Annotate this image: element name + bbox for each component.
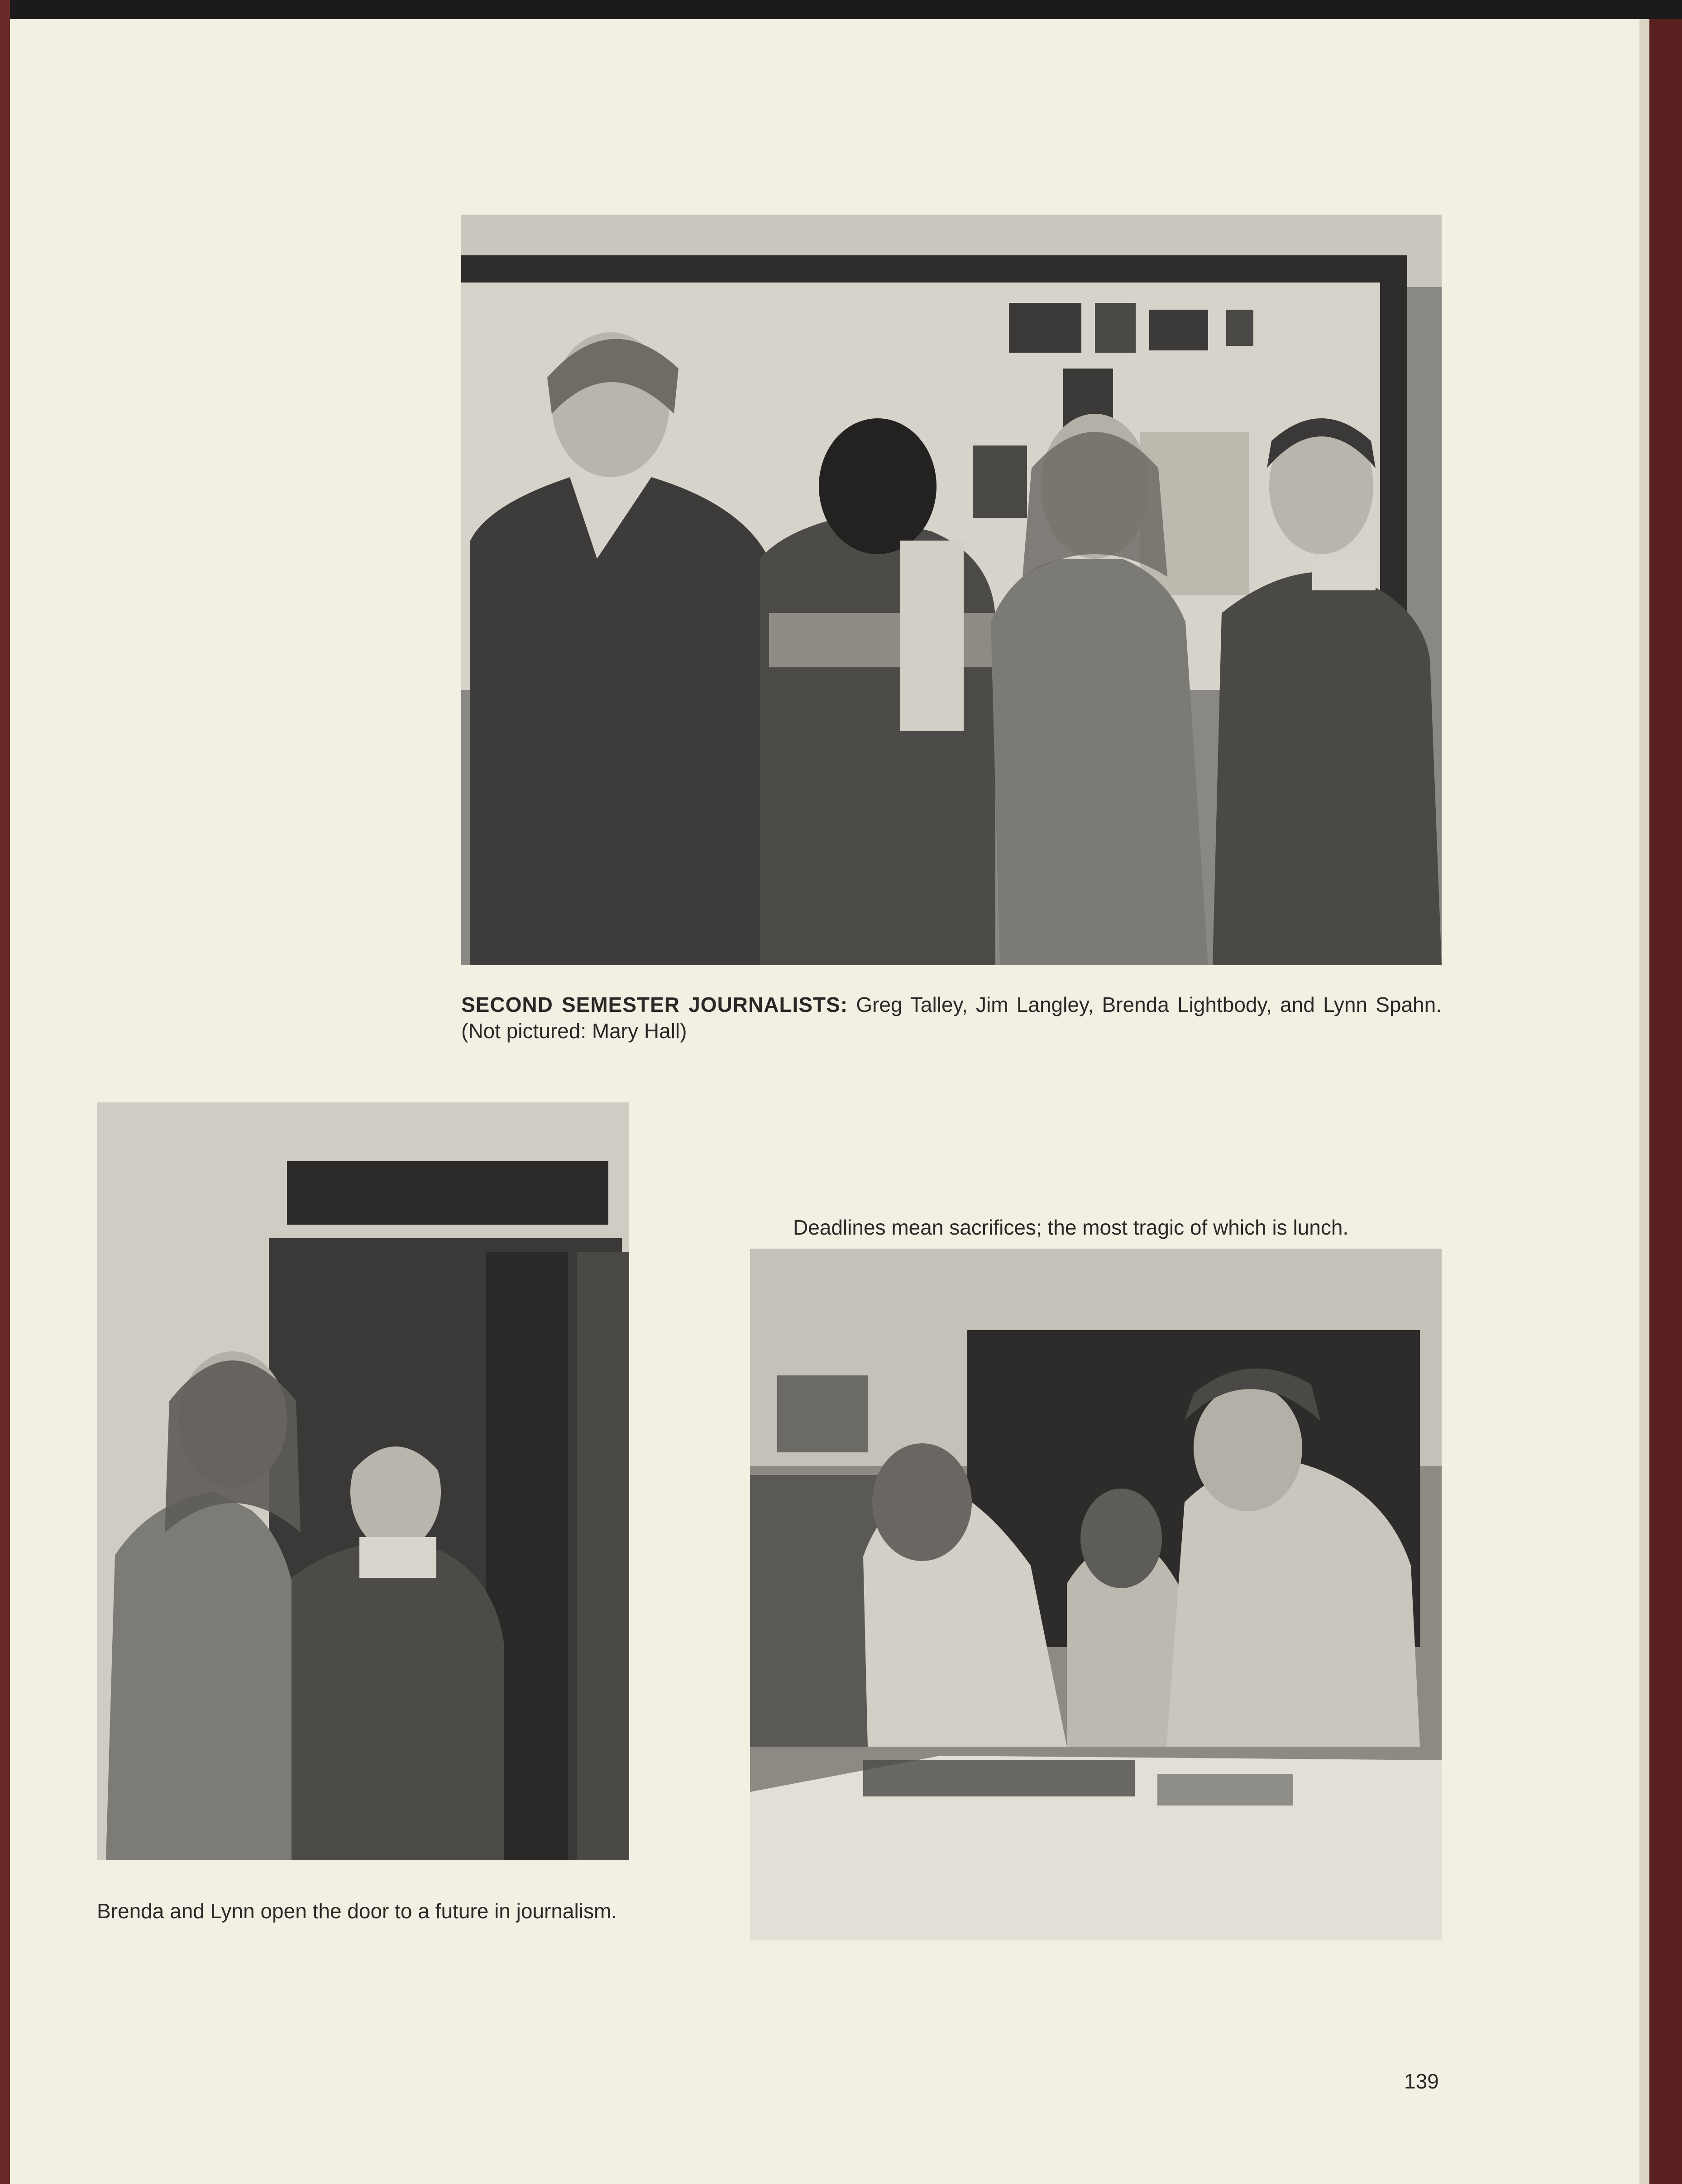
bottom-left-caption: Brenda and Lynn open the door to a future in journalism. (97, 1899, 617, 1923)
binding-left (0, 0, 10, 2184)
caption-text: Greg Talley, Jim Langley, Brenda Lightbody, and Lynn Spahn. (Not pictured: Mary Hall) (461, 993, 1442, 1043)
deadline-layout-photo (750, 1249, 1442, 1940)
page-number: 139 (1404, 2069, 1439, 2093)
top-photo-caption (461, 991, 1442, 1044)
caption-heading: SECOND SEMESTER JOURNALISTS: (461, 993, 848, 1016)
bottom-right-caption: Deadlines mean sacrifices; the most tragic of which is lunch. (793, 1216, 1349, 1239)
brenda-and-lynn-door-photo (97, 1102, 629, 1860)
yearbook-page (10, 19, 1639, 2184)
binding-top (0, 0, 1682, 19)
second-semester-journalists-photo (461, 215, 1442, 965)
binding-right (1639, 19, 1682, 2184)
